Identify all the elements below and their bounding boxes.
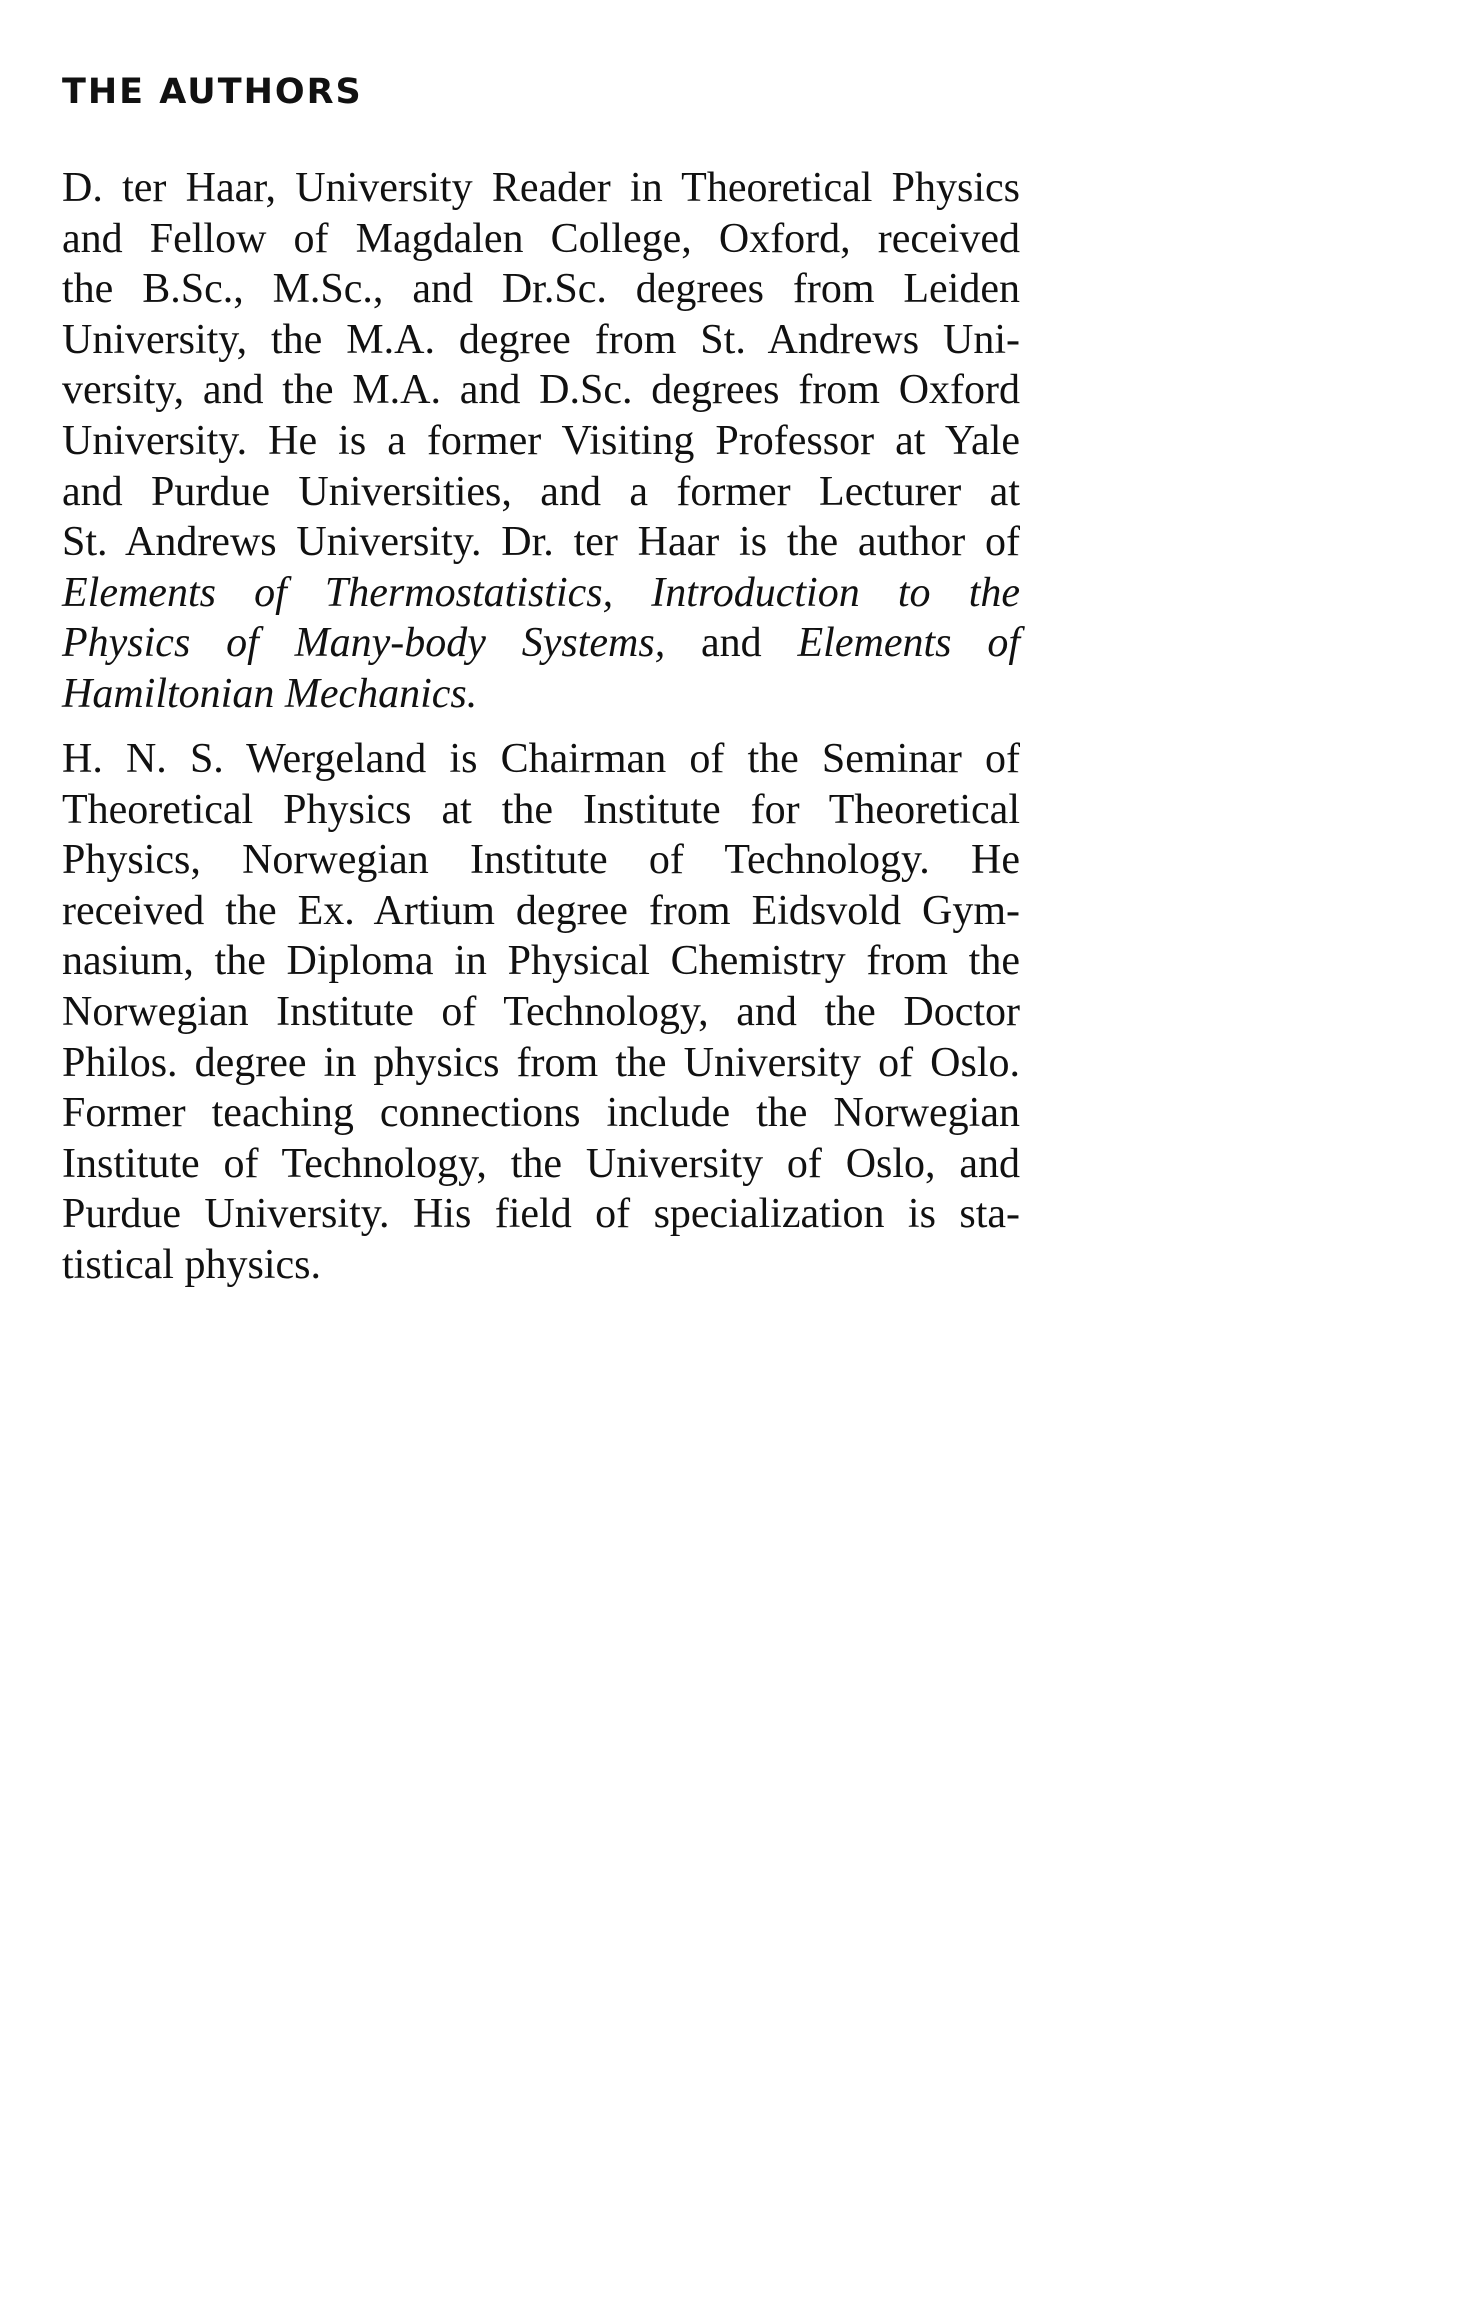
bio-line: Former teaching connections include the Norwegian bbox=[62, 1090, 1020, 1137]
bio-wergeland bbox=[62, 734, 1020, 1291]
bio-line: and Purdue Universities, and a former Lecturer at bbox=[62, 468, 1020, 515]
bio-line: St. Andrews University. Dr. ter Haar is the author of bbox=[62, 519, 1020, 566]
book-title-line: Elements of Thermostatistics, Introduction to the bbox=[62, 569, 1020, 616]
book-title-line: Hamiltonian Mechanics. bbox=[62, 670, 478, 717]
bio-line: tistical physics. bbox=[62, 1241, 321, 1288]
bio-line: received the Ex. Artium degree from Eidsvold Gym- bbox=[62, 887, 1020, 934]
conjunction: and bbox=[665, 620, 798, 667]
bio-line: the B.Sc., M.Sc., and Dr.Sc. degrees from Leiden bbox=[62, 266, 1020, 313]
bio-line: Theoretical Physics at the Institute for Theoretical bbox=[62, 786, 1020, 833]
bio-line: Purdue University. His field of specialization is sta- bbox=[62, 1191, 1020, 1238]
bio-line: H. N. S. Wergeland is Chairman of the Seminar of bbox=[62, 736, 1020, 782]
bio-line: University. He is a former Visiting Professor at Yale bbox=[62, 417, 1020, 464]
bio-line: Norwegian Institute of Technology, and the Doctor bbox=[62, 988, 1020, 1035]
bio-line: D. ter Haar, University Reader in Theoretical Physics bbox=[62, 165, 1020, 211]
bio-line: nasium, the Diploma in Physical Chemistry from the bbox=[62, 938, 1020, 985]
bio-line: and Fellow of Magdalen College, Oxford, received bbox=[62, 215, 1020, 262]
bio-line: University, the M.A. degree from St. Andrews Uni- bbox=[62, 316, 1020, 363]
bio-line: Institute of Technology, the University of Oslo, and bbox=[62, 1140, 1020, 1187]
book-title: Physics of Many-body Systems, bbox=[62, 620, 666, 667]
bio-line: Philos. degree in physics from the University of Oslo. bbox=[62, 1039, 1020, 1086]
book-title: Elements of bbox=[797, 620, 1020, 667]
bio-ter-haar bbox=[62, 163, 1020, 720]
page-heading: THE AUTHORS bbox=[62, 72, 363, 112]
bio-line: versity, and the M.A. and D.Sc. degrees from Oxford bbox=[62, 367, 1020, 414]
bio-line: Physics, Norwegian Institute of Technology. He bbox=[62, 837, 1020, 884]
book-title-line bbox=[62, 618, 1020, 669]
